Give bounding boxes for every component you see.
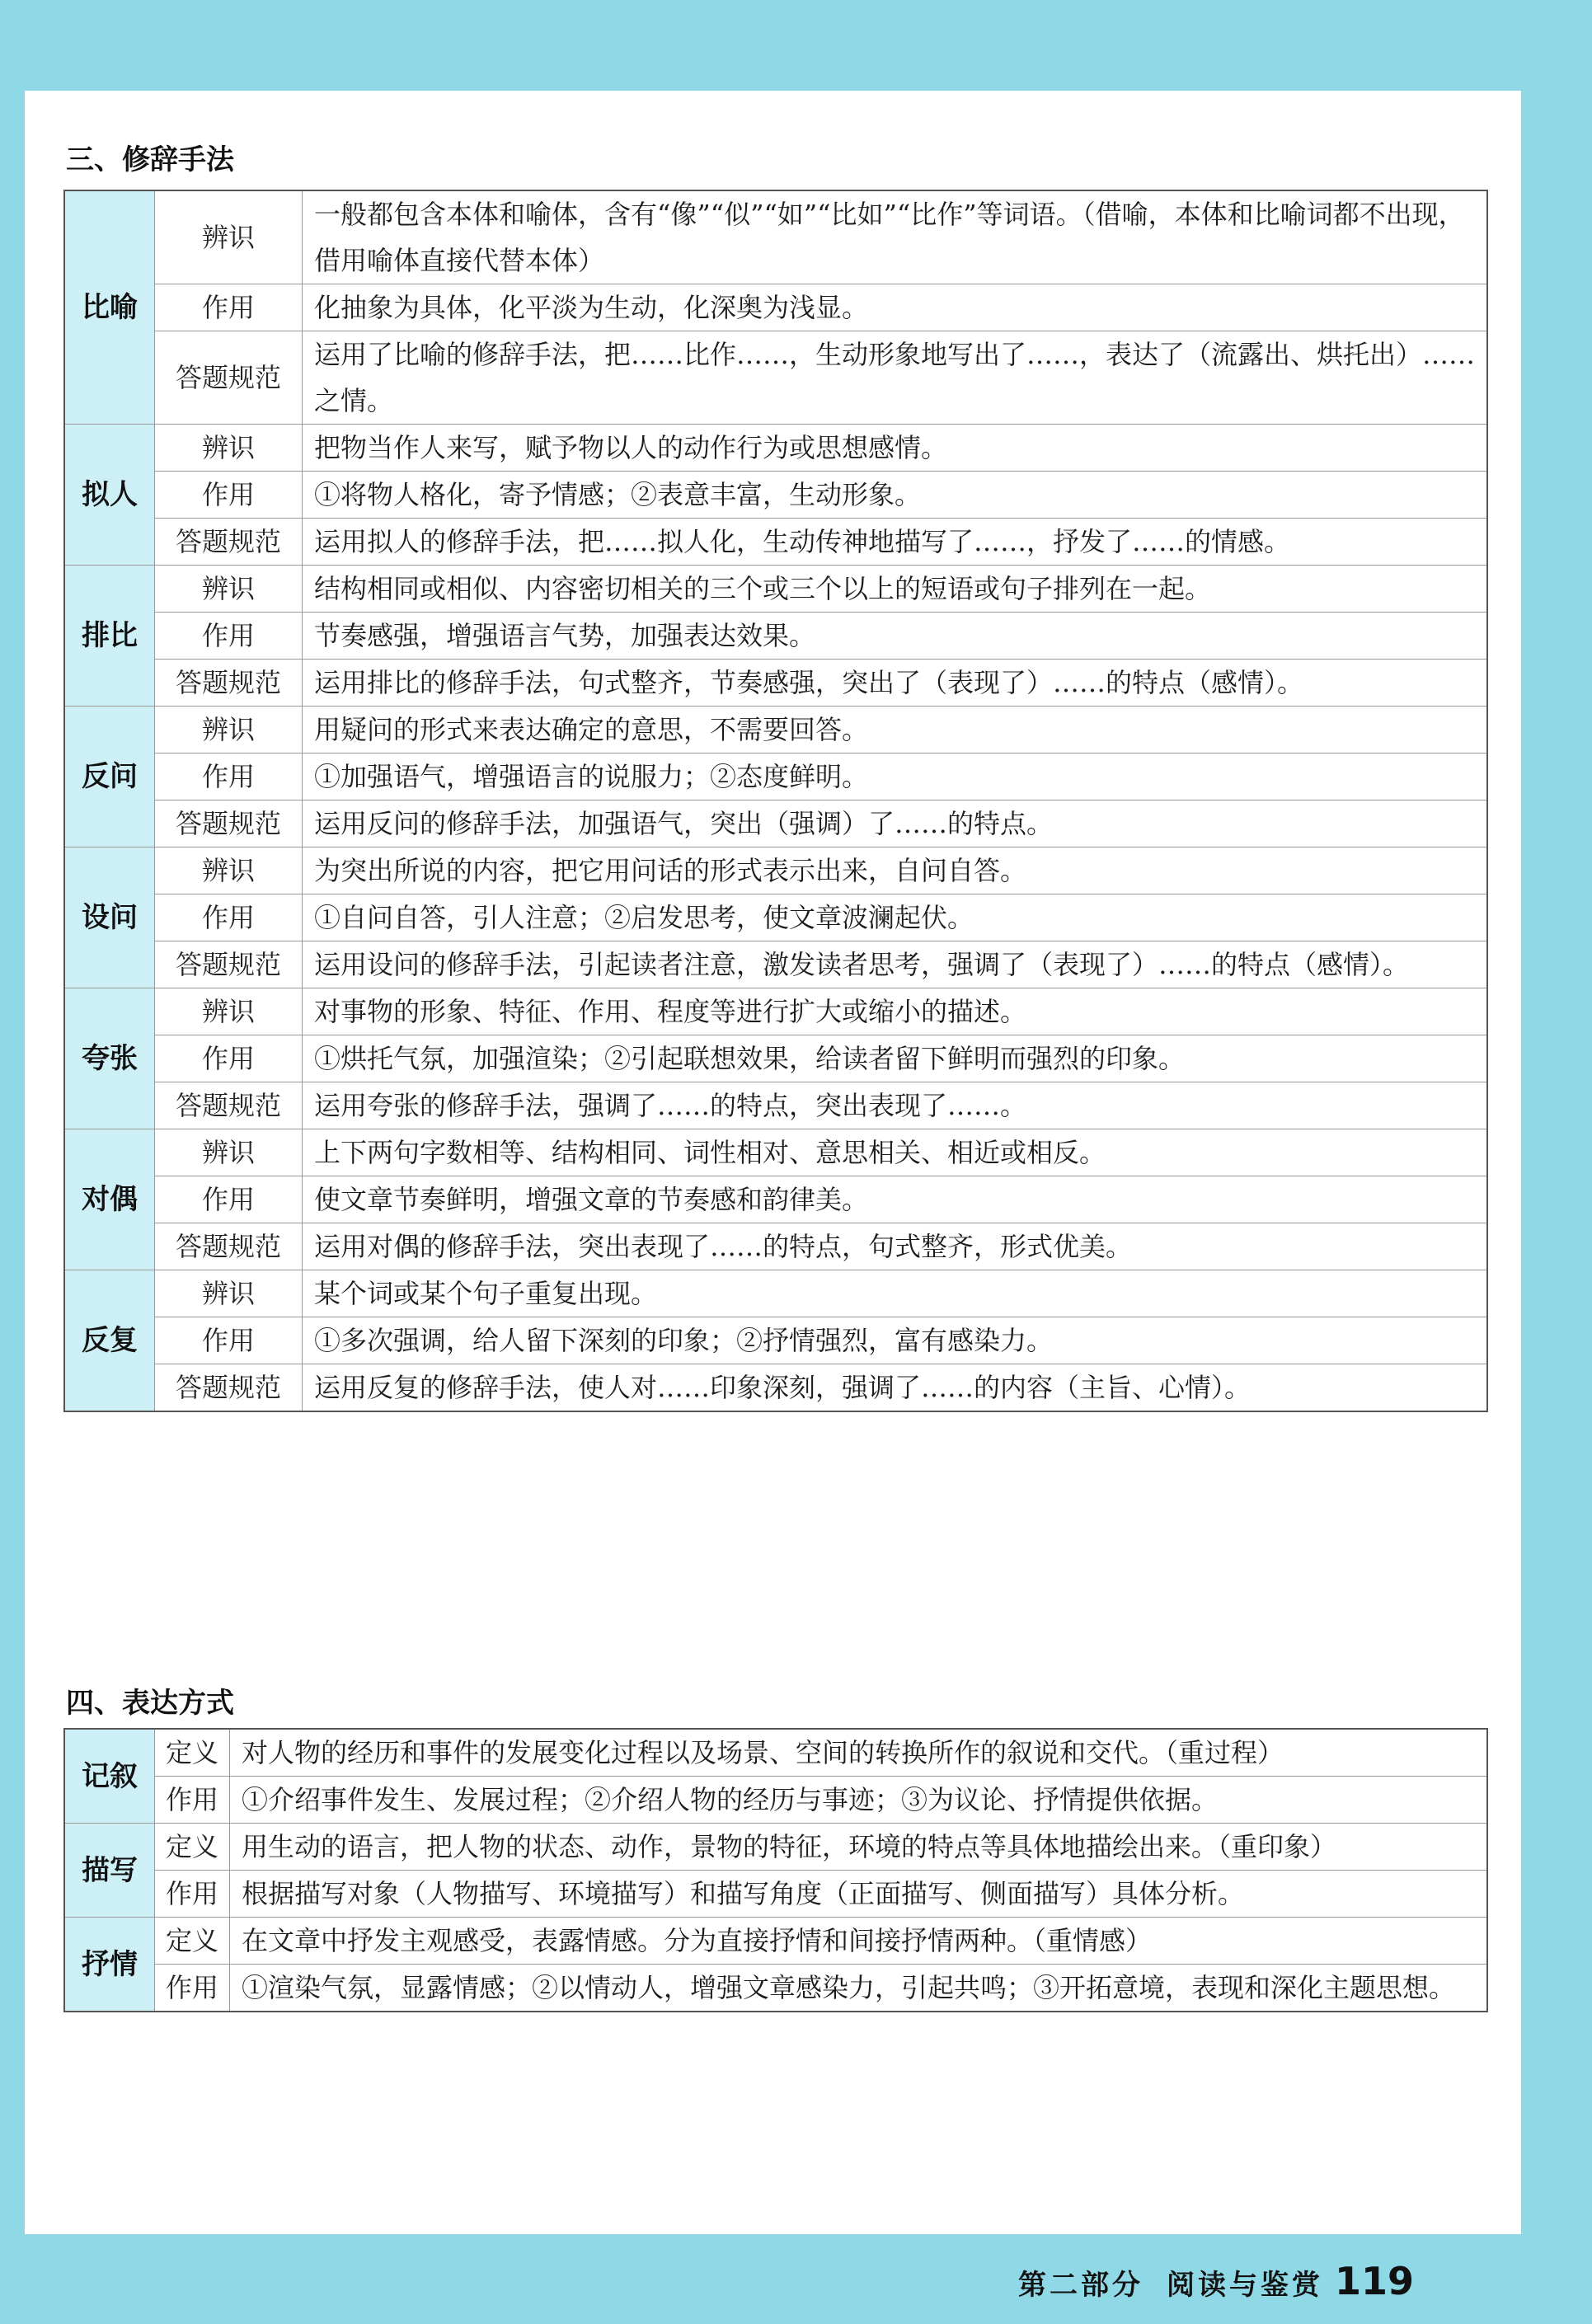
section-title-expression: 四、表达方式 xyxy=(66,1687,234,1720)
rhetoric-row xyxy=(64,472,1487,519)
section-title-rhetoric: 三、修辞手法 xyxy=(66,143,234,176)
category-cell: 反复 xyxy=(64,1270,155,1412)
aspect-cell: 辨识 xyxy=(155,988,303,1035)
expression-row xyxy=(64,1729,1487,1777)
rhetoric-row xyxy=(64,613,1487,660)
content-cell: 对人物的经历和事件的发展变化过程以及场景、空间的转换所作的叙说和交代。（重过程） xyxy=(230,1729,1488,1777)
content-cell: 运用排比的修辞手法，句式整齐，节奏感强，突出了（表现了）……的特点（感情）。 xyxy=(303,660,1488,707)
category-cell: 描写 xyxy=(64,1824,155,1918)
expression-row xyxy=(64,1777,1487,1824)
category-cell: 夸张 xyxy=(64,988,155,1129)
aspect-cell: 辨识 xyxy=(155,1129,303,1176)
content-cell: 结构相同或相似、内容密切相关的三个或三个以上的短语或句子排列在一起。 xyxy=(303,566,1488,613)
rhetoric-row xyxy=(64,425,1487,472)
rhetoric-row xyxy=(64,847,1487,894)
rhetoric-row xyxy=(64,707,1487,754)
category-cell: 比喻 xyxy=(64,190,155,425)
rhetoric-row xyxy=(64,1129,1487,1176)
aspect-cell: 答题规范 xyxy=(155,519,303,566)
aspect-cell: 答题规范 xyxy=(155,800,303,847)
rhetoric-row xyxy=(64,519,1487,566)
rhetoric-row xyxy=(64,190,1487,284)
rhetoric-row xyxy=(64,988,1487,1035)
category-cell: 拟人 xyxy=(64,425,155,566)
rhetoric-row xyxy=(64,754,1487,800)
content-cell: 节奏感强，增强语言气势，加强表达效果。 xyxy=(303,613,1488,660)
aspect-cell: 作用 xyxy=(155,1317,303,1364)
aspect-cell: 答题规范 xyxy=(155,331,303,425)
page xyxy=(25,91,1521,2303)
aspect-cell: 作用 xyxy=(155,754,303,800)
rhetoric-row xyxy=(64,894,1487,941)
aspect-cell: 作用 xyxy=(155,613,303,660)
top-color-band xyxy=(0,0,1592,91)
rhetoric-row xyxy=(64,1176,1487,1223)
content-cell: 运用夸张的修辞手法，强调了……的特点，突出表现了……。 xyxy=(303,1082,1488,1129)
rhetoric-row xyxy=(64,1364,1487,1412)
content-cell: 运用对偶的修辞手法，突出表现了……的特点，句式整齐，形式优美。 xyxy=(303,1223,1488,1270)
aspect-cell: 作用 xyxy=(155,284,303,331)
content-cell: 上下两句字数相等、结构相同、词性相对、意思相关、相近或相反。 xyxy=(303,1129,1488,1176)
rhetoric-row xyxy=(64,1035,1487,1082)
left-color-band xyxy=(0,0,25,2324)
expression-row xyxy=(64,1871,1487,1918)
content-cell: 运用了比喻的修辞手法，把……比作……，生动形象地写出了……，表达了（流露出、烘托出）……之情。 xyxy=(303,331,1488,425)
aspect-cell: 辨识 xyxy=(155,707,303,754)
rhetoric-row xyxy=(64,941,1487,988)
content-cell: 为突出所说的内容，把它用问话的形式表示出来，自问自答。 xyxy=(303,847,1488,894)
content-cell: ①将物人格化，寄予情感；②表意丰富，生动形象。 xyxy=(303,472,1488,519)
expression-row xyxy=(64,1965,1487,2012)
content-cell: ①多次强调，给人留下深刻的印象；②抒情强烈，富有感染力。 xyxy=(303,1317,1488,1364)
rhetoric-row xyxy=(64,566,1487,613)
content-cell: 化抽象为具体，化平淡为生动，化深奥为浅显。 xyxy=(303,284,1488,331)
rhetoric-row xyxy=(64,660,1487,707)
content-cell: 使文章节奏鲜明，增强文章的节奏感和韵律美。 xyxy=(303,1176,1488,1223)
aspect-cell: 作用 xyxy=(155,1035,303,1082)
content-cell: 运用拟人的修辞手法，把……拟人化，生动传神地描写了……，抒发了……的情感。 xyxy=(303,519,1488,566)
aspect-cell: 辨识 xyxy=(155,1270,303,1317)
content-cell: 根据描写对象（人物描写、环境描写）和描写角度（正面描写、侧面描写）具体分析。 xyxy=(230,1871,1488,1918)
rhetoric-row xyxy=(64,1082,1487,1129)
page-number: 119 xyxy=(1334,2259,1414,2303)
aspect-cell: 辨识 xyxy=(155,190,303,284)
content-cell: 用生动的语言，把人物的状态、动作，景物的特征，环境的特点等具体地描绘出来。（重印象） xyxy=(230,1824,1488,1871)
rhetoric-row xyxy=(64,1270,1487,1317)
content-cell: ①加强语气，增强语言的说服力；②态度鲜明。 xyxy=(303,754,1488,800)
rhetoric-row xyxy=(64,284,1487,331)
category-cell: 反问 xyxy=(64,707,155,847)
category-cell: 排比 xyxy=(64,566,155,707)
content-cell: 用疑问的形式来表达确定的意思，不需要回答。 xyxy=(303,707,1488,754)
content-cell: ①自问自答，引人注意；②启发思考，使文章波澜起伏。 xyxy=(303,894,1488,941)
aspect-cell: 定义 xyxy=(155,1824,230,1871)
content-cell: ①烘托气氛，加强渲染；②引起联想效果，给读者留下鲜明而强烈的印象。 xyxy=(303,1035,1488,1082)
aspect-cell: 辨识 xyxy=(155,425,303,472)
expression-row xyxy=(64,1918,1487,1965)
aspect-cell: 答题规范 xyxy=(155,1364,303,1412)
content-cell: 在文章中抒发主观感受，表露情感。分为直接抒情和间接抒情两种。（重情感） xyxy=(230,1918,1488,1965)
rhetoric-row xyxy=(64,331,1487,425)
content-cell: 把物当作人来写，赋予物以人的动作行为或思想感情。 xyxy=(303,425,1488,472)
aspect-cell: 作用 xyxy=(155,1176,303,1223)
content-cell: 运用反问的修辞手法，加强语气，突出（强调）了……的特点。 xyxy=(303,800,1488,847)
aspect-cell: 作用 xyxy=(155,1871,230,1918)
footer-subject: 阅读与鉴赏 xyxy=(1166,2269,1323,2302)
content-cell: 对事物的形象、特征、作用、程度等进行扩大或缩小的描述。 xyxy=(303,988,1488,1035)
category-cell: 抒情 xyxy=(64,1918,155,2012)
footer-part: 第二部分 xyxy=(1017,2269,1144,2302)
content-cell: ①渲染气氛，显露情感；②以情动人，增强文章感染力，引起共鸣；③开拓意境，表现和深化主题思想。 xyxy=(230,1965,1488,2012)
aspect-cell: 答题规范 xyxy=(155,941,303,988)
aspect-cell: 作用 xyxy=(155,1777,230,1824)
rhetoric-table xyxy=(63,190,1488,1412)
page-footer xyxy=(1018,2259,1414,2303)
expression-row xyxy=(64,1824,1487,1871)
aspect-cell: 作用 xyxy=(155,472,303,519)
category-cell: 记叙 xyxy=(64,1729,155,1824)
aspect-cell: 答题规范 xyxy=(155,1223,303,1270)
right-color-band xyxy=(1521,0,1592,2324)
expression-table xyxy=(63,1728,1488,2012)
content-cell: ①介绍事件发生、发展过程；②介绍人物的经历与事迹；③为议论、抒情提供依据。 xyxy=(230,1777,1488,1824)
aspect-cell: 答题规范 xyxy=(155,660,303,707)
content-cell: 某个词或某个句子重复出现。 xyxy=(303,1270,1488,1317)
aspect-cell: 答题规范 xyxy=(155,1082,303,1129)
aspect-cell: 辨识 xyxy=(155,847,303,894)
category-cell: 设问 xyxy=(64,847,155,988)
aspect-cell: 作用 xyxy=(155,894,303,941)
content-cell: 运用反复的修辞手法，使人对……印象深刻，强调了……的内容（主旨、心情）。 xyxy=(303,1364,1488,1412)
aspect-cell: 定义 xyxy=(155,1729,230,1777)
content-cell: 一般都包含本体和喻体，含有“像”“似”“如”“比如”“比作”等词语。（借喻，本体和比喻词都不出现，借用喻体直接代替本体） xyxy=(303,190,1488,284)
rhetoric-row xyxy=(64,800,1487,847)
rhetoric-row xyxy=(64,1317,1487,1364)
aspect-cell: 作用 xyxy=(155,1965,230,2012)
aspect-cell: 辨识 xyxy=(155,566,303,613)
content-cell: 运用设问的修辞手法，引起读者注意，激发读者思考，强调了（表现了）……的特点（感情）。 xyxy=(303,941,1488,988)
category-cell: 对偶 xyxy=(64,1129,155,1270)
rhetoric-row xyxy=(64,1223,1487,1270)
aspect-cell: 定义 xyxy=(155,1918,230,1965)
